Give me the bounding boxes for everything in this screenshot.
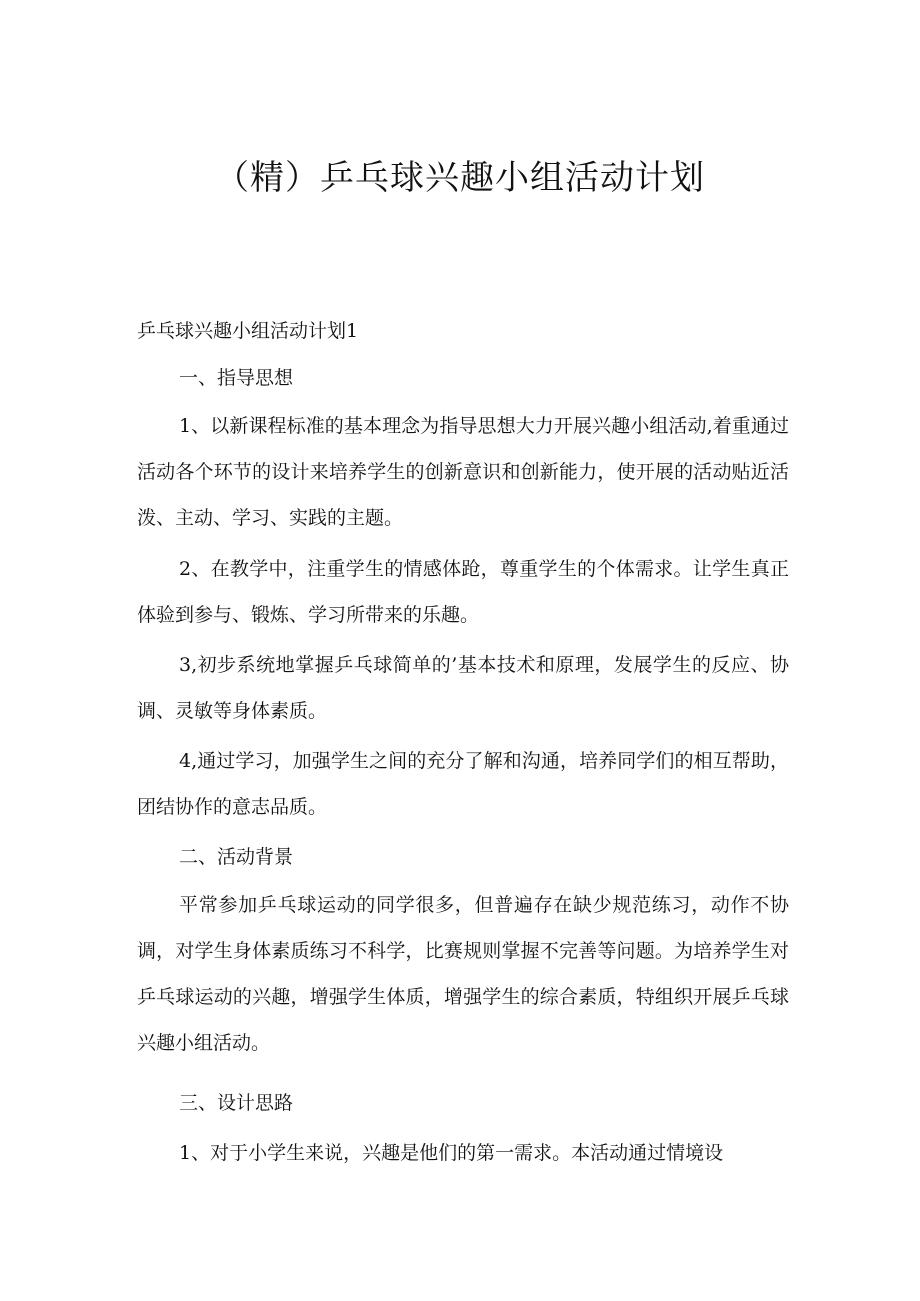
paragraph-3: 3,初步系统地掌握乒乓球简单的’基本技术和原理，发展学生的反应、协调、灵敏等身体素质。 — [137, 654, 789, 722]
paragraph-background: 平常参加乒乓球运动的同学很多，但普遍存在缺少规范练习，动作不协调，对学生身体素质练习不科学，比赛规则掌握不完善等问题。为培养学生对乒乓球运动的兴趣，增强学生体质，增强学生的综合素质，特组织开展乒乓球兴趣小组活动。 — [137, 894, 789, 1054]
document-title: （精）乒乓球兴趣小组活动计划 — [215, 158, 705, 198]
paragraph-design-1: 1、对于小学生来说，兴趣是他们的第一需求。本活动通过情境设 — [179, 1142, 724, 1164]
section-subtitle: 乒乓球兴趣小组活动计划1 — [137, 320, 359, 342]
heading-design-thinking: 三、设计思路 — [179, 1092, 294, 1114]
paragraph-1: 1、以新课程标准的基本理念为指导思想大力开展兴趣小组活动,着重通过活动各个环节的设计来培养学生的创新意识和创新能力，使开展的活动贴近活泼、主动、学习、实践的主题。 — [137, 415, 789, 529]
heading-guiding-ideology: 一、指导思想 — [179, 367, 294, 389]
paragraph-2: 2、在教学中，注重学生的情感体跄，尊重学生的个体需求。让学生真正体验到参与、锻炼、学习所带来的乐趣。 — [137, 558, 789, 626]
heading-background: 二、活动背景 — [179, 846, 294, 868]
paragraph-4: 4,通过学习，加强学生之间的充分了解和沟通，培养同学们的相互帮助，团结协作的意志品质。 — [137, 750, 789, 818]
